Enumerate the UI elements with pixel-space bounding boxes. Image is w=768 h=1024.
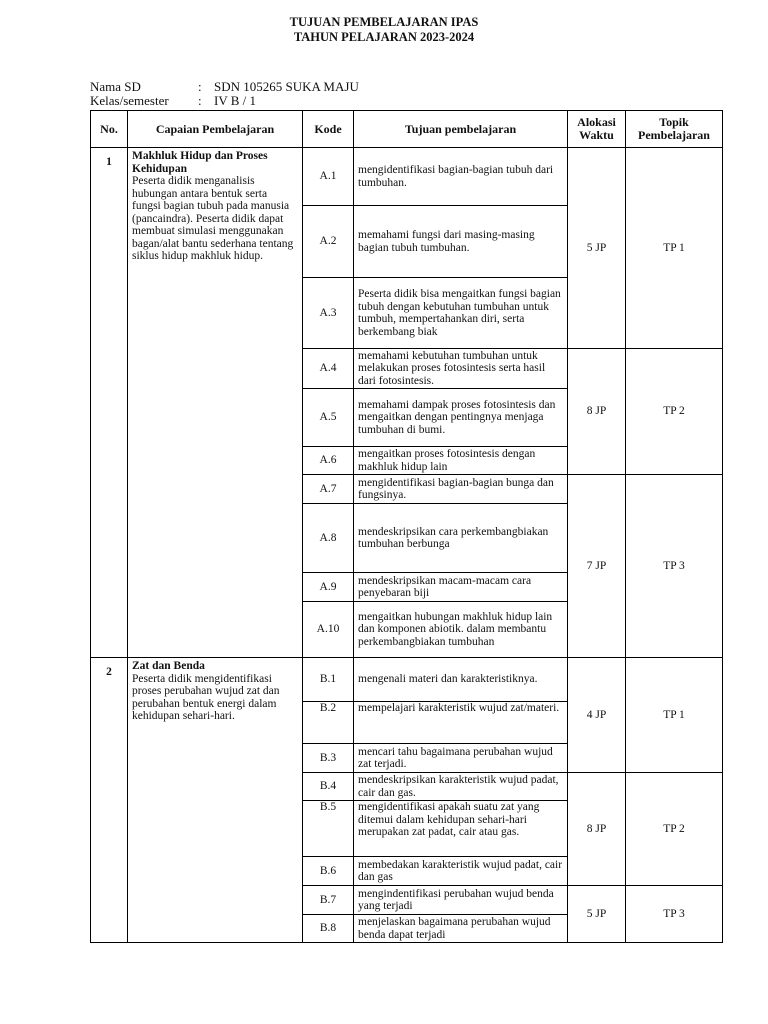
- kode-cell: B.6: [303, 857, 354, 886]
- topik-cell: TP 2: [626, 349, 723, 475]
- capaian-title: Zat dan Benda: [132, 660, 205, 672]
- capaian-text: Peserta didik menganalisis hubungan antara bentuk serta fungsi bagian tubuh pada manusia (pancaindra). Peserta didik dapat membuat simulasi menggunakan bagan/alat bantu sederhana tentang siklus hidup makhluk hidup.: [132, 175, 294, 262]
- capaian-cell: [128, 148, 303, 658]
- tujuan-cell: mengidentifikasi apakah suatu zat yang ditemui dalam kehidupan sehari-hari merupakan zat padat, cair atau gas.: [354, 801, 568, 857]
- topik-cell: TP 3: [626, 886, 723, 943]
- header-kode: Kode: [303, 111, 354, 148]
- header-alokasi: Alokasi Waktu: [568, 111, 626, 148]
- capaian-title: Makhluk Hidup dan Proses Kehidupan: [132, 150, 268, 175]
- school-value: SDN 105265 SUKA MAJU: [214, 79, 359, 94]
- tujuan-cell: mengidentifikasi bagian-bagian tubuh dari tumbuhan.: [354, 148, 568, 206]
- alokasi-cell: 4 JP: [568, 658, 626, 773]
- learning-objectives-table: [90, 110, 723, 943]
- table-row: [91, 658, 723, 702]
- table-row: [91, 148, 723, 206]
- tujuan-cell: membedakan karakteristik wujud padat, cair dan gas: [354, 857, 568, 886]
- kode-cell: B.5: [303, 801, 354, 857]
- kode-cell: A.1: [303, 148, 354, 206]
- kode-cell: B.2: [303, 702, 354, 744]
- tujuan-cell: mencari tahu bagaimana perubahan wujud zat terjadi.: [354, 744, 568, 773]
- kode-cell: A.5: [303, 389, 354, 447]
- tujuan-cell: mengaitkan hubungan makhluk hidup lain dan komponen abiotik. dalam membantu perkembangbiakan tumbuhan: [354, 602, 568, 658]
- header-capaian: Capaian Pembelajaran: [128, 111, 303, 148]
- document-title: TUJUAN PEMBELAJARAN IPAS: [289, 15, 479, 29]
- kode-cell: A.6: [303, 447, 354, 475]
- document-subtitle: TAHUN PELAJARAN 2023-2024: [293, 30, 475, 44]
- tujuan-cell: mendeskripsikan cara perkembangbiakan tumbuhan berbunga: [354, 504, 568, 573]
- tujuan-cell: mendeskripsikan karakteristik wujud padat, cair dan gas.: [354, 773, 568, 801]
- colon: :: [198, 93, 202, 108]
- alokasi-cell: 8 JP: [568, 349, 626, 475]
- alokasi-cell: 7 JP: [568, 475, 626, 658]
- topik-cell: TP 3: [626, 475, 723, 658]
- kode-cell: A.2: [303, 206, 354, 278]
- topik-cell: TP 1: [626, 148, 723, 349]
- alokasi-cell: 5 JP: [568, 886, 626, 943]
- tujuan-cell: menjelaskan bagaimana perubahan wujud benda dapat terjadi: [354, 915, 568, 943]
- tujuan-cell: memahami dampak proses fotosintesis dan mengaitkan dengan pentingnya menjaga tumbuhan di bumi.: [354, 389, 568, 447]
- tujuan-cell: mengenali materi dan karakteristiknya.: [354, 658, 568, 702]
- tujuan-cell: Peserta didik bisa mengaitkan fungsi bagian tubuh dengan kebutuhan tumbuhan untuk tumbuh, mempertahankan diri, serta berkembang biak: [354, 278, 568, 349]
- kode-cell: B.3: [303, 744, 354, 773]
- colon: :: [198, 79, 202, 94]
- kode-cell: A.3: [303, 278, 354, 349]
- class-label: Kelas/semester: [90, 93, 169, 108]
- topik-cell: TP 1: [626, 658, 723, 773]
- kode-cell: A.10: [303, 602, 354, 658]
- alokasi-cell: 8 JP: [568, 773, 626, 886]
- tujuan-cell: mempelajari karakteristik wujud zat/materi.: [354, 702, 568, 744]
- class-value: IV B / 1: [214, 93, 257, 108]
- kode-cell: B.8: [303, 915, 354, 943]
- capaian-cell: [128, 658, 303, 943]
- tujuan-cell: memahami kebutuhan tumbuhan untuk melakukan proses fotosintesis serta hasil dari fotosintesis.: [354, 349, 568, 389]
- section-number: 1: [91, 148, 128, 658]
- alokasi-cell: 5 JP: [568, 148, 626, 349]
- kode-cell: A.4: [303, 349, 354, 389]
- school-label: Nama SD: [90, 79, 141, 94]
- header-tujuan: Tujuan pembelajaran: [354, 111, 568, 148]
- kode-cell: A.7: [303, 475, 354, 504]
- kode-cell: B.7: [303, 886, 354, 915]
- section-number: 2: [91, 658, 128, 943]
- kode-cell: A.8: [303, 504, 354, 573]
- topik-cell: TP 2: [626, 773, 723, 886]
- kode-cell: B.1: [303, 658, 354, 702]
- tujuan-cell: mengidentifikasi bagian-bagian bunga dan fungsinya.: [354, 475, 568, 504]
- tujuan-cell: mendeskripsikan macam-macam cara penyebaran biji: [354, 573, 568, 602]
- tujuan-cell: mengindentifikasi perubahan wujud benda yang terjadi: [354, 886, 568, 915]
- header-no: No.: [91, 111, 128, 148]
- kode-cell: B.4: [303, 773, 354, 801]
- table-header-row: [91, 111, 723, 148]
- header-topik: Topik Pembelajaran: [626, 111, 723, 148]
- capaian-text: Peserta didik mengidentifikasi proses perubahan wujud zat dan perubahan bentuk energi dalam kehidupan sehari-hari.: [132, 672, 280, 722]
- kode-cell: A.9: [303, 573, 354, 602]
- tujuan-cell: mengaitkan proses fotosintesis dengan makhluk hidup lain: [354, 447, 568, 475]
- tujuan-cell: memahami fungsi dari masing-masing bagian tubuh tumbuhan.: [354, 206, 568, 278]
